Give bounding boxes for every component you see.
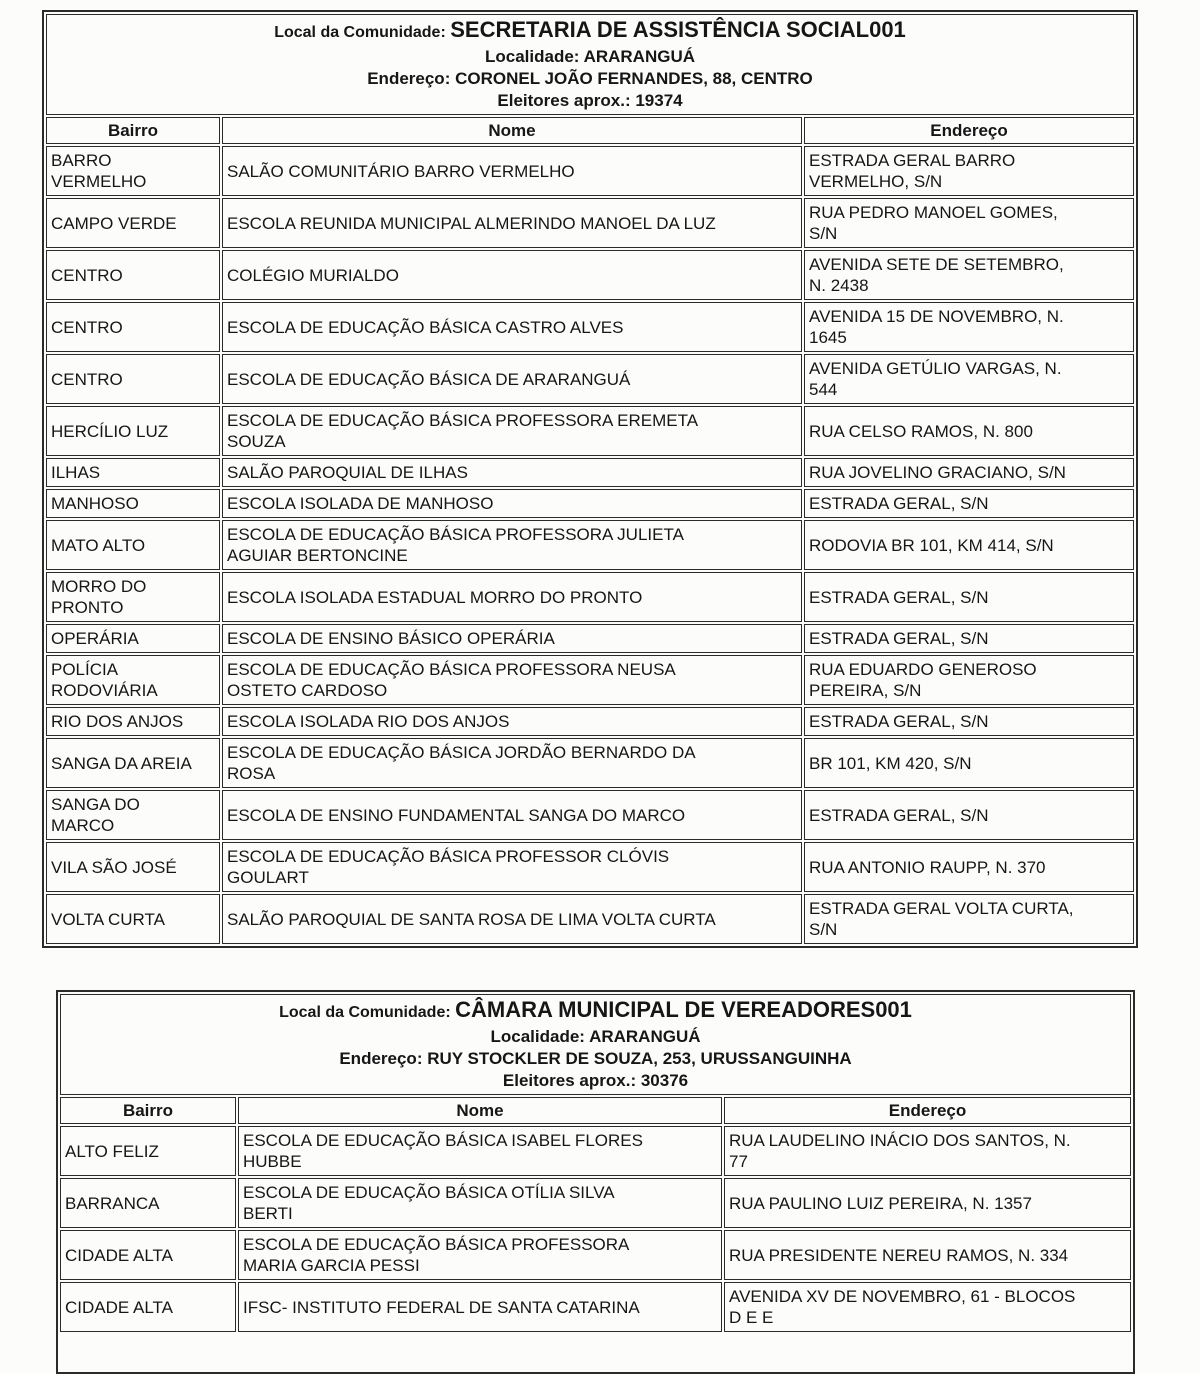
column-header-endereco: Endereço <box>724 1097 1131 1124</box>
endereco-cell: RUA PEDRO MANOEL GOMES, S/N <box>804 198 1134 248</box>
bairro-cell: CIDADE ALTA <box>60 1282 236 1332</box>
nome-cell: COLÉGIO MURIALDO <box>222 250 802 300</box>
table-row <box>60 1126 1131 1176</box>
column-header-bairro: Bairro <box>46 117 220 144</box>
table-row <box>46 624 1134 653</box>
bairro-cell: ALTO FELIZ <box>60 1126 236 1176</box>
bairro-cell: RIO DOS ANJOS <box>46 707 220 736</box>
endereco-cell: RUA PRESIDENTE NEREU RAMOS, N. 334 <box>724 1230 1131 1280</box>
bairro-cell: VOLTA CURTA <box>46 894 220 944</box>
column-header-nome: Nome <box>222 117 802 144</box>
table-row <box>46 458 1134 487</box>
community-label: Local da Comunidade: <box>279 1004 451 1021</box>
endereco-cell: RUA JOVELINO GRACIANO, S/N <box>804 458 1134 487</box>
bairro-cell: BARRANCA <box>60 1178 236 1228</box>
bairro-cell: BARRO VERMELHO <box>46 146 220 196</box>
bairro-cell: CENTRO <box>46 354 220 404</box>
voters-value: 19374 <box>635 91 683 110</box>
community-title-line <box>47 17 1133 46</box>
endereco-cell: ESTRADA GERAL BARRO VERMELHO, S/N <box>804 146 1134 196</box>
bairro-cell: OPERÁRIA <box>46 624 220 653</box>
locality-line <box>61 1026 1130 1048</box>
table-row <box>46 790 1134 840</box>
endereco-cell: AVENIDA XV DE NOVEMBRO, 61 - BLOCOS D E E <box>724 1282 1131 1332</box>
table-body <box>46 146 1134 944</box>
community-info-header <box>60 994 1131 1095</box>
endereco-cell: ESTRADA GERAL, S/N <box>804 624 1134 653</box>
nome-cell: ESCOLA DE EDUCAÇÃO BÁSICA JORDÃO BERNARDO DA ROSA <box>222 738 802 788</box>
bairro-cell: MANHOSO <box>46 489 220 518</box>
column-header-row <box>46 117 1134 144</box>
table-row <box>46 354 1134 404</box>
endereco-cell: RUA CELSO RAMOS, N. 800 <box>804 406 1134 456</box>
table-row <box>46 842 1134 892</box>
bairro-cell: HERCÍLIO LUZ <box>46 406 220 456</box>
endereco-cell: ESTRADA GERAL, S/N <box>804 707 1134 736</box>
address-value: RUY STOCKLER DE SOUZA, 253, URUSSANGUINHA <box>427 1049 852 1068</box>
endereco-cell: RUA EDUARDO GENEROSO PEREIRA, S/N <box>804 655 1134 705</box>
locality-label: Localidade: <box>485 47 580 66</box>
nome-cell: ESCOLA DE EDUCAÇÃO BÁSICA ISABEL FLORES HUBBE <box>238 1126 722 1176</box>
table-row <box>60 1178 1131 1228</box>
nome-cell: ESCOLA DE EDUCAÇÃO BÁSICA CASTRO ALVES <box>222 302 802 352</box>
column-header-nome: Nome <box>238 1097 722 1124</box>
locality-label: Localidade: <box>490 1027 585 1046</box>
address-line <box>47 68 1133 90</box>
endereco-cell: AVENIDA 15 DE NOVEMBRO, N. 1645 <box>804 302 1134 352</box>
nome-cell: ESCOLA DE EDUCAÇÃO BÁSICA PROFESSORA NEUSA OSTETO CARDOSO <box>222 655 802 705</box>
community-name: CÂMARA MUNICIPAL DE VEREADORES001 <box>455 997 912 1022</box>
endereco-cell: ESTRADA GERAL, S/N <box>804 790 1134 840</box>
community-title-line <box>61 997 1130 1026</box>
bairro-cell: ILHAS <box>46 458 220 487</box>
bairro-cell: VILA SÃO JOSÉ <box>46 842 220 892</box>
table-row <box>60 1230 1131 1280</box>
nome-cell: SALÃO PAROQUIAL DE ILHAS <box>222 458 802 487</box>
bairro-cell: CENTRO <box>46 302 220 352</box>
community-header-row <box>46 14 1134 115</box>
bairro-cell: SANGA DA AREIA <box>46 738 220 788</box>
table-row <box>46 250 1134 300</box>
endereco-cell: ESTRADA GERAL VOLTA CURTA, S/N <box>804 894 1134 944</box>
endereco-cell: AVENIDA SETE DE SETEMBRO, N. 2438 <box>804 250 1134 300</box>
nome-cell: ESCOLA ISOLADA ESTADUAL MORRO DO PRONTO <box>222 572 802 622</box>
voters-value: 30376 <box>640 1071 689 1090</box>
table-row <box>46 655 1134 705</box>
nome-cell: SALÃO PAROQUIAL DE SANTA ROSA DE LIMA VOLTA CURTA <box>222 894 802 944</box>
community-name: SECRETARIA DE ASSISTÊNCIA SOCIAL001 <box>450 17 906 42</box>
address-label: Endereço: <box>367 69 451 88</box>
bairro-cell: CAMPO VERDE <box>46 198 220 248</box>
nome-cell: ESCOLA DE EDUCAÇÃO BÁSICA PROFESSOR CLÓVIS GOULART <box>222 842 802 892</box>
table-row <box>46 894 1134 944</box>
endereco-cell: AVENIDA GETÚLIO VARGAS, N. 544 <box>804 354 1134 404</box>
locality-value: ARARANGUÁ <box>583 47 696 66</box>
table-row <box>46 707 1134 736</box>
endereco-cell: BR 101, KM 420, S/N <box>804 738 1134 788</box>
table-row <box>46 302 1134 352</box>
bairro-cell: POLÍCIA RODOVIÁRIA <box>46 655 220 705</box>
nome-cell: ESCOLA ISOLADA DE MANHOSO <box>222 489 802 518</box>
nome-cell: ESCOLA DE ENSINO BÁSICO OPERÁRIA <box>222 624 802 653</box>
voters-line <box>47 90 1133 112</box>
locality-line <box>47 46 1133 68</box>
bairro-cell: MORRO DO PRONTO <box>46 572 220 622</box>
community-locations-table-1 <box>42 10 1138 948</box>
nome-cell: SALÃO COMUNITÁRIO BARRO VERMELHO <box>222 146 802 196</box>
address-label: Endereço: <box>339 1049 423 1068</box>
nome-cell: ESCOLA ISOLADA RIO DOS ANJOS <box>222 707 802 736</box>
nome-cell: IFSC- INSTITUTO FEDERAL DE SANTA CATARINA <box>238 1282 722 1332</box>
table-row <box>46 572 1134 622</box>
nome-cell: ESCOLA DE ENSINO FUNDAMENTAL SANGA DO MARCO <box>222 790 802 840</box>
nome-cell: ESCOLA REUNIDA MUNICIPAL ALMERINDO MANOEL DA LUZ <box>222 198 802 248</box>
column-header-endereco: Endereço <box>804 117 1134 144</box>
table-row <box>46 406 1134 456</box>
column-header-bairro: Bairro <box>60 1097 236 1124</box>
table-row <box>46 520 1134 570</box>
bairro-cell: CENTRO <box>46 250 220 300</box>
nome-cell: ESCOLA DE EDUCAÇÃO BÁSICA PROFESSORA EREMETA SOUZA <box>222 406 802 456</box>
table-row <box>46 198 1134 248</box>
table-body <box>60 1126 1131 1332</box>
column-header-row <box>60 1097 1131 1124</box>
voters-label: Eleitores aprox.: <box>502 1071 637 1090</box>
bairro-cell: SANGA DO MARCO <box>46 790 220 840</box>
table-continuation <box>60 1334 1131 1370</box>
endereco-cell: ESTRADA GERAL, S/N <box>804 572 1134 622</box>
voters-label: Eleitores aprox.: <box>497 91 631 110</box>
table-row <box>60 1282 1131 1332</box>
table-continuation-space <box>60 1334 1131 1370</box>
table-row <box>46 738 1134 788</box>
endereco-cell: ESTRADA GERAL, S/N <box>804 489 1134 518</box>
endereco-cell: RODOVIA BR 101, KM 414, S/N <box>804 520 1134 570</box>
community-locations-table-2 <box>56 990 1135 1374</box>
bairro-cell: CIDADE ALTA <box>60 1230 236 1280</box>
address-value: CORONEL JOÃO FERNANDES, 88, CENTRO <box>455 69 813 88</box>
table-row <box>46 146 1134 196</box>
endereco-cell: RUA ANTONIO RAUPP, N. 370 <box>804 842 1134 892</box>
voters-line <box>61 1070 1130 1092</box>
nome-cell: ESCOLA DE EDUCAÇÃO BÁSICA PROFESSORA JULIETA AGUIAR BERTONCINE <box>222 520 802 570</box>
nome-cell: ESCOLA DE EDUCAÇÃO BÁSICA DE ARARANGUÁ <box>222 354 802 404</box>
endereco-cell: RUA PAULINO LUIZ PEREIRA, N. 1357 <box>724 1178 1131 1228</box>
community-info-header <box>46 14 1134 115</box>
community-header-row <box>60 994 1131 1095</box>
table-row <box>46 489 1134 518</box>
nome-cell: ESCOLA DE EDUCAÇÃO BÁSICA OTÍLIA SILVA BERTI <box>238 1178 722 1228</box>
nome-cell: ESCOLA DE EDUCAÇÃO BÁSICA PROFESSORA MARIA GARCIA PESSI <box>238 1230 722 1280</box>
scanned-document-page <box>0 10 1200 1358</box>
community-label: Local da Comunidade: <box>274 24 446 41</box>
locality-value: ARARANGUÁ <box>589 1027 701 1046</box>
endereco-cell: RUA LAUDELINO INÁCIO DOS SANTOS, N. 77 <box>724 1126 1131 1176</box>
address-line <box>61 1048 1130 1070</box>
bairro-cell: MATO ALTO <box>46 520 220 570</box>
